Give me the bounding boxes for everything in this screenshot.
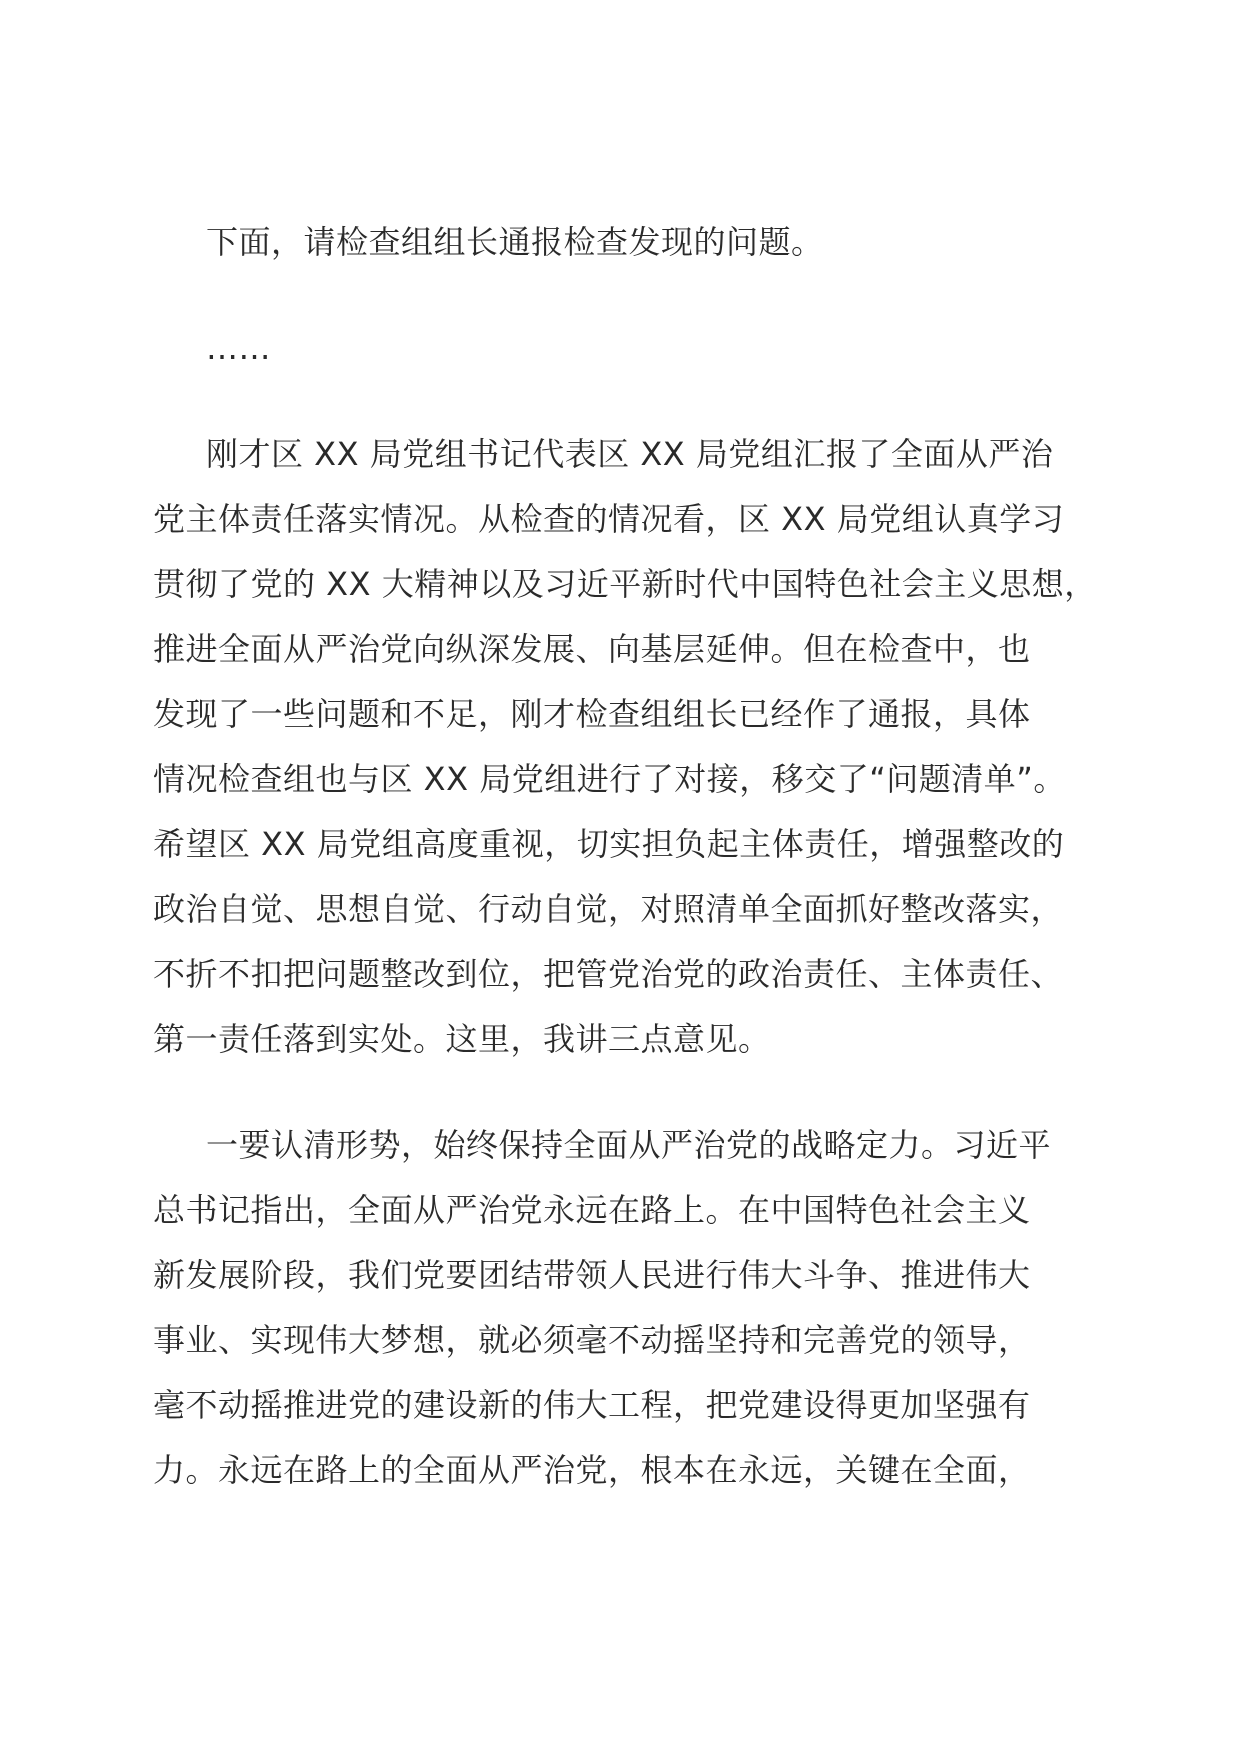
text-line: 新发展阶段，我们党要团结带领人民进行伟大斗争、推进伟大: [153, 1256, 1031, 1294]
paragraph-gap: [153, 275, 1105, 316]
text-line: 发现了一些问题和不足，刚才检查组组长已经作了通报，具体: [153, 695, 1031, 733]
text-line: 推进全面从严治党向纵深发展、向基层延伸。但在检查中，也: [153, 630, 1031, 668]
text-line: 第一责任落到实处。这里，我讲三点意见。: [153, 1020, 771, 1058]
text-line: 事业、实现伟大梦想，就必须毫不动摇坚持和完善党的领导，: [153, 1321, 1031, 1359]
paragraph-3: [153, 422, 1105, 1072]
text-line: 力。永远在路上的全面从严治党，根本在永远，关键在全面，: [153, 1451, 1031, 1489]
text-line: 贯彻了党的 XX 大精神以及习近平新时代中国特色社会主义思想，: [153, 565, 1097, 603]
paragraph-4: [153, 1113, 1105, 1503]
text-line: 毫不动摇推进党的建设新的伟大工程，把党建设得更加坚强有: [153, 1386, 1031, 1424]
text-line: 希望区 XX 局党组高度重视，切实担负起主体责任，增强整改的: [153, 825, 1065, 863]
paragraph-gap: [153, 1072, 1105, 1113]
text-line: 情况检查组也与区 XX 局党组进行了对接，移交了“问题清单”。: [153, 760, 1066, 798]
text-line: ……: [206, 329, 271, 367]
text-line: 总书记指出，全面从严治党永远在路上。在中国特色社会主义: [153, 1191, 1031, 1229]
text-line: 党主体责任落实情况。从检查的情况看，区 XX 局党组认真学习: [153, 500, 1065, 538]
text-line: 一要认清形势，始终保持全面从严治党的战略定力。习近平: [206, 1126, 1052, 1164]
text-line: 下面，请检查组组长通报检查发现的问题。: [206, 223, 824, 261]
paragraph-2: [153, 316, 1105, 381]
text-line: 不折不扣把问题整改到位，把管党治党的政治责任、主体责任、: [153, 955, 1064, 993]
document-body: [153, 210, 1105, 1503]
paragraph-1: [153, 210, 1105, 275]
text-line: 刚才区 XX 局党组书记代表区 XX 局党组汇报了全面从严治: [206, 435, 1054, 473]
text-line: 政治自觉、思想自觉、行动自觉，对照清单全面抓好整改落实，: [153, 890, 1064, 928]
paragraph-gap: [153, 381, 1105, 422]
